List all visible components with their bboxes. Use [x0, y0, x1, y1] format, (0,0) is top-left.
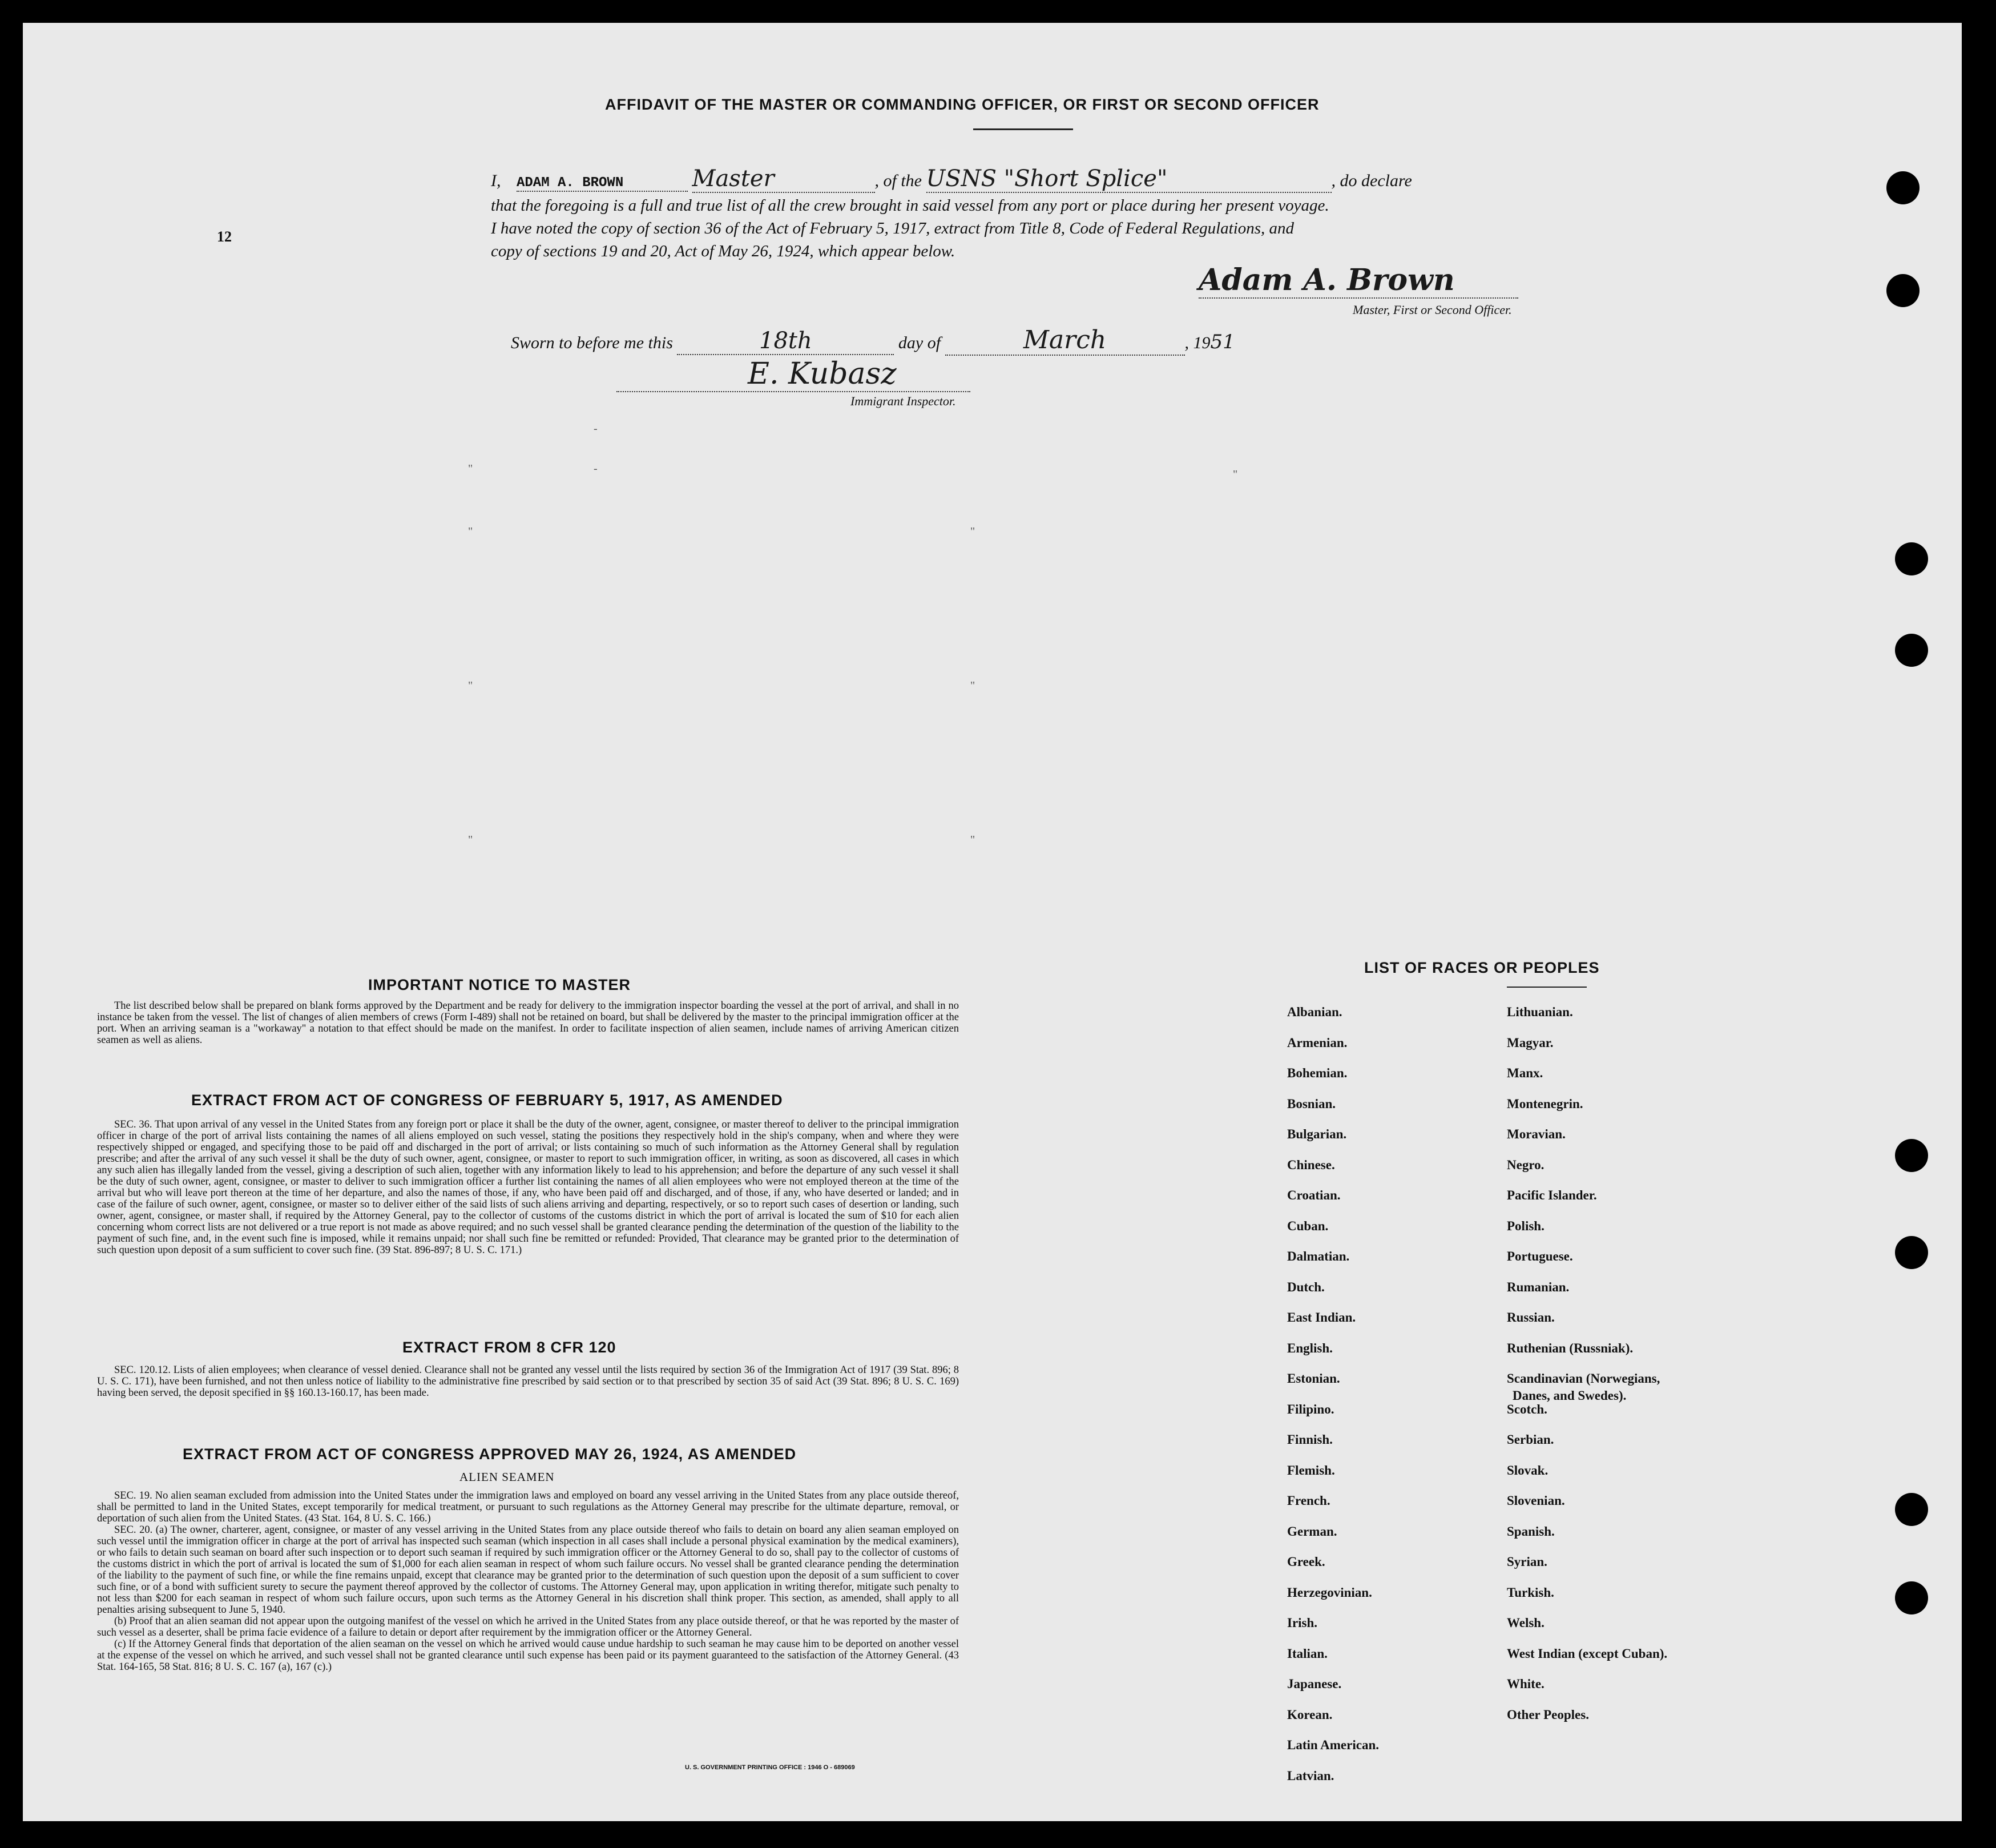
race-item: Dutch. — [1287, 1279, 1325, 1294]
punch-hole — [1895, 1139, 1928, 1172]
affidavit-body-line3: copy of sections 19 and 20, Act of May 26, 1924, which appear below. — [491, 242, 955, 260]
document-sheet — [23, 23, 1962, 1821]
race-item: Latvian. — [1287, 1768, 1334, 1783]
ditto-mark: - — [594, 422, 598, 435]
race-item: Magyar. — [1507, 1035, 1554, 1050]
section-20a-text: SEC. 20. (a) The owner, charterer, agent, consignee, or master of any vessel arriving in the United States from any place outside thereof who fails to detain on board any alien seaman employed on such vessel until the immigration officer in charge at the port of arrival has inspected such seaman (which inspection in all cases shall include a personal physical examination by the medical examiners), or who fails to detain such seaman on board after such inspection or to deport such seaman if required by such immigration officer or the Attorney General to do so, shall pay to the collector of customs of the customs district in which the port of arrival is located the sum of $1,000 for each alien seaman in respect of whom such failure occurs. No vessel shall be granted clearance pending the determination of the liability to the payment of such fine, or while the fine remains unpaid, except that clearance may be granted prior to the determination of such question upon the deposit of a sum sufficient to cover such fine, or of a bond with sufficient surety to secure the payment thereof approved by the collector of customs. The Attorney General may, upon application in writing therefor, mitigate such penalty to not less than $200 for each seaman in respect of whom such failure occurs, upon such terms as the Attorney General in his discretion shall think proper. This section, as amended, shall apply to all penalties arising subsequent to June 5, 1940. — [97, 1524, 959, 1616]
punch-hole — [1886, 274, 1920, 307]
race-item: Danes, and Swedes). — [1513, 1388, 1627, 1403]
ditto-mark: " — [468, 462, 473, 475]
race-item: Manx. — [1507, 1066, 1543, 1080]
do-declare-label: , do declare — [1331, 171, 1412, 190]
race-item: West Indian (except Cuban). — [1507, 1646, 1668, 1661]
signature-caption: Master, First or Second Officer. — [1353, 303, 1512, 317]
race-item: Pacific Islander. — [1507, 1188, 1597, 1202]
margin-mark: 12 — [217, 228, 232, 245]
master-name: ADAM A. BROWN — [517, 175, 624, 191]
race-item: Serbian. — [1507, 1432, 1554, 1447]
race-item: Montenegrin. — [1507, 1096, 1583, 1111]
master-rank: Master — [692, 166, 875, 193]
affidavit-declaration-line — [491, 166, 1575, 193]
race-item: Croatian. — [1287, 1188, 1341, 1202]
master-signature: Adam A. Brown — [1199, 263, 1518, 299]
sworn-month: March — [945, 325, 1185, 356]
punch-hole — [1895, 542, 1928, 575]
extract-1924-title: EXTRACT FROM ACT OF CONGRESS APPROVED MAY 26, 1924, AS AMENDED — [183, 1446, 797, 1463]
affidavit-body — [491, 194, 1564, 263]
race-item: White. — [1507, 1677, 1545, 1691]
sworn-label: Sworn to before me this — [511, 333, 673, 352]
day-of-label: day of — [898, 333, 941, 352]
ditto-mark: " — [970, 834, 975, 846]
race-item: Cuban. — [1287, 1218, 1329, 1233]
section-120-12-text: SEC. 120.12. Lists of alien employees; when clearance of vessel denied. Clearance shall not be granted any vessel until the lists required by section 36 of the Immigration Act of 1917 (39 Stat. 896; 8 U. S. C. 171), have been furnished, and not then unless notice of liability to the administrative fine prescribed by said section or to that prescribed by section 35 of said Act (39 Stat. 896; 8 U. S. C. 169) having been served, the deposit specified in §§ 160.13-160.17, has been made. — [97, 1364, 959, 1399]
punch-hole — [1895, 1236, 1928, 1269]
alien-seamen-subtitle: ALIEN SEAMEN — [459, 1470, 555, 1484]
sworn-line — [511, 325, 1367, 356]
section-19-text: SEC. 19. No alien seaman excluded from admission into the United States under the immigration laws and employed on board any vessel arriving in the United States from any place outside thereof, shall be permitted to land in the United States, except temporarily for medical treatment, or pursuant to such regulations as the Attorney General may prescribe for the ultimate departure, removal, or deportation of such alien from the United States. (43 Stat. 164, 8 U. S. C. 166.) — [97, 1490, 959, 1524]
affidavit-body-line1: that the foregoing is a full and true list of all the crew brought in said vessel from any port or place during her present voyage. — [491, 196, 1329, 215]
extract-1917-body — [97, 1119, 959, 1256]
race-item: Bulgarian. — [1287, 1127, 1347, 1141]
race-item: Dalmatian. — [1287, 1249, 1350, 1263]
race-item: Ruthenian (Russniak). — [1507, 1340, 1634, 1355]
i-label: I, — [491, 171, 501, 190]
race-item: Slovak. — [1507, 1463, 1549, 1477]
race-item: Turkish. — [1507, 1585, 1554, 1600]
race-item: Syrian. — [1507, 1555, 1547, 1569]
race-item: Moravian. — [1507, 1127, 1566, 1141]
ditto-mark: " — [468, 834, 473, 846]
ditto-mark: " — [468, 525, 473, 538]
inspector-signature: E. Kubasz — [616, 357, 970, 392]
race-item: Rumanian. — [1507, 1279, 1570, 1294]
extract-1924-body — [97, 1490, 959, 1673]
section-20c-text: (c) If the Attorney General finds that deportation of the alien seaman on the vessel on which he arrived would cause undue hardship to such seaman he may cause him to be deported on another vessel at the expense of the vessel on which he arrived, and such vessel shall not be granted clearance until such expense has been paid or its payment guaranteed to the satisfaction of the Attorney General. (43 Stat. 164-165, 58 Stat. 816; 8 U. S. C. 167 (a), 167 (c).) — [97, 1638, 959, 1673]
race-item: Korean. — [1287, 1707, 1333, 1722]
year-prefix: , 19 — [1184, 333, 1211, 352]
extract-cfr-title: EXTRACT FROM 8 CFR 120 — [402, 1339, 616, 1356]
race-item: Herzegovinian. — [1287, 1585, 1372, 1600]
race-item: French. — [1287, 1493, 1330, 1508]
race-item: Spanish. — [1507, 1524, 1555, 1539]
extract-cfr-body — [97, 1364, 959, 1399]
race-item: Albanian. — [1287, 1005, 1342, 1019]
race-item: Russian. — [1507, 1310, 1555, 1324]
race-item: Lithuanian. — [1507, 1005, 1573, 1019]
of-the-label: , of the — [874, 171, 922, 190]
title-divider — [973, 128, 1073, 130]
race-item: Italian. — [1287, 1646, 1328, 1661]
race-item: Chinese. — [1287, 1157, 1335, 1172]
race-item: Bohemian. — [1287, 1066, 1348, 1080]
race-item: Estonian. — [1287, 1371, 1340, 1386]
notice-title: IMPORTANT NOTICE TO MASTER — [368, 976, 631, 993]
race-item: Finnish. — [1287, 1432, 1333, 1447]
extract-1917-title: EXTRACT FROM ACT OF CONGRESS OF FEBRUARY 5, 1917, AS AMENDED — [191, 1092, 783, 1109]
inspector-caption: Immigrant Inspector. — [850, 394, 956, 408]
sworn-year: 51 — [1210, 331, 1235, 353]
punch-hole — [1895, 634, 1928, 667]
ditto-mark: " — [970, 525, 975, 538]
vessel-name: USNS "Short Splice" — [926, 166, 1332, 193]
ditto-mark: " — [1233, 468, 1238, 481]
race-item: Scandinavian (Norwegians, — [1507, 1371, 1660, 1386]
section-36-text: SEC. 36. That upon arrival of any vessel in the United States from any foreign port or place it shall be the duty of the owner, agent, consignee, or master thereof to deliver to the principal immigration officer in charge of the port of arrival lists containing the names of all aliens employed on such vessel, stating the positions they respectively hold in the ship's company, when and where they were respectively shipped or engaged, and specifying those to be paid off and discharged in the port of arrival; or lists containing so much of such information as the Attorney General shall by regulation prescribe; and after the arrival of any such vessel it shall be the duty of such owner, agent, consignee, or master to report to such immigration officer, in writing, as soon as discovered, all cases in which any such alien has illegally landed from the vessel, giving a description of such alien, together with any information likely to lead to his apprehension; and before the departure of any such vessel it shall be the duty of such owner, agent, consignee, or master to deliver to such immigration officer a further list containing the names of all alien employees who were not employed thereon at the time of the arrival but who will leave port thereon at the time of her departure, and also the names of those, if any, who have been paid off and discharged, and of those, if any, who have deserted or landed; and in case of the failure of such owner, agent, consignee, or master so to deliver either of the said lists of such aliens arriving and departing, respectively, or so to report such cases of desertion or landing, such owner, agent, consignee, or master shall, if required by the Attorney General, pay to the collector of customs of the customs district in which the port of arrival is located the sum of $10 for each alien concerning whom correct lists are not delivered or a true report is not made as above required; and no such vessel shall be granted clearance pending the determination of the question of the liability to the payment of such fine, and, in the event such fine is imposed, while it remains unpaid; nor shall such fine be remitted or refunded: Provided, That clearance may be granted prior to the determination of such question upon deposit of a sum sufficient to cover such fine. (39 Stat. 896-897; 8 U. S. C. 171.) — [97, 1119, 959, 1256]
printing-office-note: U. S. GOVERNMENT PRINTING OFFICE : 1946 O - 689069 — [685, 1764, 855, 1771]
race-item: Japanese. — [1287, 1677, 1342, 1691]
race-item: Slovenian. — [1507, 1493, 1565, 1508]
section-20b-text: (b) Proof that an alien seaman did not appear upon the outgoing manifest of the vessel on which he arrived in the United States from any place outside thereof, or that he was reported by the master of such vessel as a deserter, shall be prima facie evidence of a failure to detain or deport after requirement by the immigration officer or the Attorney General. — [97, 1616, 959, 1638]
race-item: Scotch. — [1507, 1402, 1547, 1416]
race-item: English. — [1287, 1340, 1333, 1355]
punch-hole — [1895, 1581, 1928, 1615]
race-item: Portuguese. — [1507, 1249, 1573, 1263]
race-item: Filipino. — [1287, 1402, 1334, 1416]
race-item: Polish. — [1507, 1218, 1545, 1233]
ditto-mark: " — [468, 679, 473, 692]
race-item: Negro. — [1507, 1157, 1545, 1172]
races-divider — [1507, 987, 1587, 988]
race-item: East Indian. — [1287, 1310, 1356, 1324]
race-item: Latin American. — [1287, 1738, 1379, 1752]
race-item: Flemish. — [1287, 1463, 1335, 1477]
notice-body — [97, 1000, 959, 1046]
races-title: LIST OF RACES OR PEOPLES — [1364, 959, 1600, 976]
race-item: Other Peoples. — [1507, 1707, 1589, 1722]
race-item: Armenian. — [1287, 1035, 1348, 1050]
sworn-day: 18th — [677, 328, 894, 355]
race-item: Greek. — [1287, 1555, 1325, 1569]
punch-hole — [1886, 171, 1920, 204]
race-item: German. — [1287, 1524, 1337, 1539]
affidavit-body-line2: I have noted the copy of section 36 of the Act of February 5, 1917, extract from Title 8, Code of Federal Regulations, and — [491, 219, 1295, 237]
notice-paragraph: The list described below shall be prepared on blank forms approved by the Department and be ready for delivery to the immigration inspector boarding the vessel at the port of arrival, and shall in no instance be taken from the vessel. The list of changes of alien members of crews (Form I-489) shall not be retained on board, but shall be delivered by the master to the principal immigration officer at the port. When an arriving seaman is a "workaway" a notation to that effect should be made on the manifest. In order to facilitate inspection of alien seamen, include names of arriving American citizen seamen as well as aliens. — [97, 1000, 959, 1046]
race-item: Bosnian. — [1287, 1096, 1336, 1111]
ditto-mark: " — [970, 679, 975, 692]
affidavit-title: AFFIDAVIT OF THE MASTER OR COMMANDING OFFICER, OR FIRST OR SECOND OFFICER — [605, 96, 1320, 113]
punch-hole — [1895, 1493, 1928, 1526]
ditto-mark: - — [594, 462, 598, 475]
race-item: Irish. — [1287, 1616, 1318, 1630]
race-item: Welsh. — [1507, 1616, 1545, 1630]
